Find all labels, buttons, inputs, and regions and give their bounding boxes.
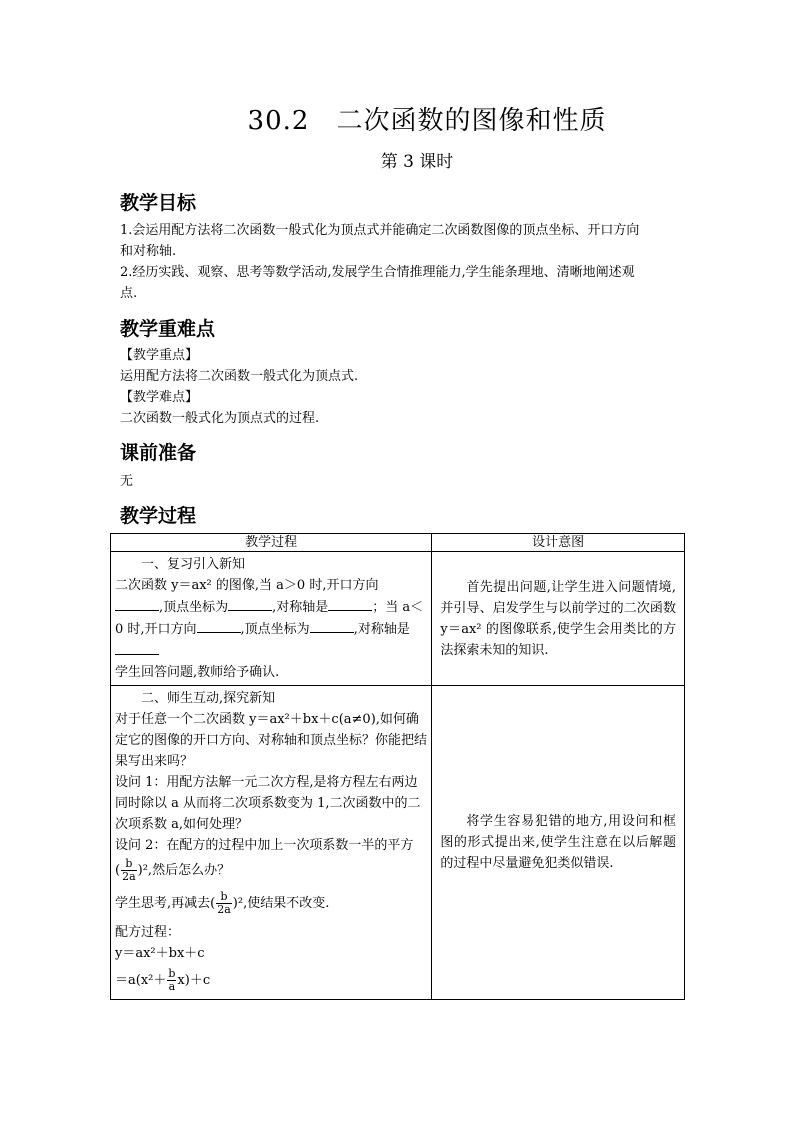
intent-cell-1 xyxy=(432,552,685,686)
prep-heading: 课前准备 xyxy=(120,442,197,464)
goal-line: 2.经历实践、观察、思考等数学活动,发展学生合情推理能力,学生能条理地、清晰地阐述观 xyxy=(120,265,635,280)
fraction-numerator: b xyxy=(216,891,232,904)
goal-line: 和对称轴. xyxy=(120,244,177,259)
fraction-denominator: a xyxy=(168,980,176,993)
step-1: y＝ax²＋bx＋c xyxy=(115,946,205,961)
fraction xyxy=(216,891,232,916)
key-points-heading: 教学重难点 xyxy=(120,318,216,340)
page-title: 30.2 二次函数的图像和性质 xyxy=(247,106,607,136)
focus-label: 【教学重点】 xyxy=(120,348,199,363)
goal-line: 1.会运用配方法将二次函数一般式化为顶点式并能确定二次函数图像的顶点坐标、开口方向 xyxy=(120,223,640,238)
difficulty-label: 【教学难点】 xyxy=(120,390,199,405)
question-3-formula: ( $\frac{b}{2a}$ )²,然后怎么办？ xyxy=(115,857,231,883)
table-row xyxy=(111,552,685,686)
goals-heading: 教学目标 xyxy=(120,192,197,214)
review-question: ,对称轴是 xyxy=(272,600,329,615)
step-2 xyxy=(115,968,427,993)
question-2: 设问 1：用配方法解一元二次方程,是将方程左右两边同时除以 a 从而将二次项系数变为 1,二次函数中的二次项系数 a,如何处理？ xyxy=(115,775,421,832)
section-title: 二、师生互动,探究新知 xyxy=(141,691,276,706)
thinking-text: 学生思考,再减去 xyxy=(115,896,211,911)
fraction-denominator: 2a xyxy=(217,903,231,916)
process-table xyxy=(110,533,685,1000)
review-question: ,对称轴是 xyxy=(353,622,410,637)
answer-blank[interactable] xyxy=(228,596,272,611)
fraction-denominator: 2a xyxy=(122,870,136,883)
process-label: 配方过程： xyxy=(115,925,181,940)
step-2-text: x)＋c xyxy=(177,973,211,988)
section-title: 一、复习引入新知 xyxy=(141,557,246,572)
review-question: ；当 a＜ xyxy=(372,600,424,615)
prep-text: 无 xyxy=(120,474,134,489)
process-cell-2 xyxy=(111,686,432,1000)
table-header-row xyxy=(111,534,685,552)
intent-text: 首先提出问题,让学生进入问题情境,并引导、启发学生与以前学过的二次函数 y＝ax² 的图像联系,使学生会用类比的方法探索未知的知识. xyxy=(440,579,676,658)
page-subtitle: 第 3 课时 xyxy=(380,152,454,172)
review-question: ,顶点坐标为 xyxy=(240,622,310,637)
answer-note: 学生回答问题,教师给予确认. xyxy=(115,665,280,680)
thinking-text: ²,使结果不改变. xyxy=(237,896,330,911)
goal-line: 点. xyxy=(120,286,138,301)
student-thinking: 学生思考,再减去( $\frac{b}{2a}$ )²,使结果不改变. xyxy=(115,890,330,916)
question-1: 对于任意一个二次函数 y＝ax²＋bx＋c(a≠0),如何确定它的图像的开口方向、对称轴和顶点坐标？你能把结果写出来吗？ xyxy=(115,712,428,769)
key-points-body xyxy=(120,345,690,429)
question-3: 设问 2：在配方的过程中加上一次项系数一半的平方 xyxy=(115,838,414,853)
table-row xyxy=(111,686,685,1000)
intent-cell-2 xyxy=(432,686,685,1000)
intent-text: 将学生容易犯错的地方,用设问和框图的形式提出来,使学生注意在以后解题的过程中尽量避免犯类似错误. xyxy=(440,814,676,871)
difficulty-text: 二次函数一般式化为顶点式的过程. xyxy=(120,411,320,426)
answer-blank[interactable] xyxy=(197,618,241,633)
fraction-numerator: b xyxy=(168,967,176,980)
answer-blank[interactable] xyxy=(115,596,159,611)
answer-blank[interactable] xyxy=(328,596,372,611)
answer-blank[interactable] xyxy=(115,640,159,655)
review-question: ,顶点坐标为 xyxy=(159,600,229,615)
process-cell-1 xyxy=(111,552,432,686)
fraction-numerator: b xyxy=(121,858,137,871)
header-intent: 设计意图 xyxy=(432,534,685,552)
step-2-text: ＝a(x²＋ xyxy=(115,973,167,988)
header-process: 教学过程 xyxy=(111,534,432,552)
goals-list xyxy=(120,220,690,304)
fraction xyxy=(121,858,137,883)
review-question: 二次函数 y＝ax² 的图像,当 a＞0 时,开口方向 xyxy=(115,578,379,593)
fraction xyxy=(167,968,176,993)
answer-blank[interactable] xyxy=(310,618,354,633)
question-3-tail: ²,然后怎么办？ xyxy=(142,863,231,878)
focus-text: 运用配方法将二次函数一般式化为顶点式. xyxy=(120,369,359,384)
process-heading: 教学过程 xyxy=(120,505,197,527)
review-question: 0 时,开口方向 xyxy=(115,622,197,637)
